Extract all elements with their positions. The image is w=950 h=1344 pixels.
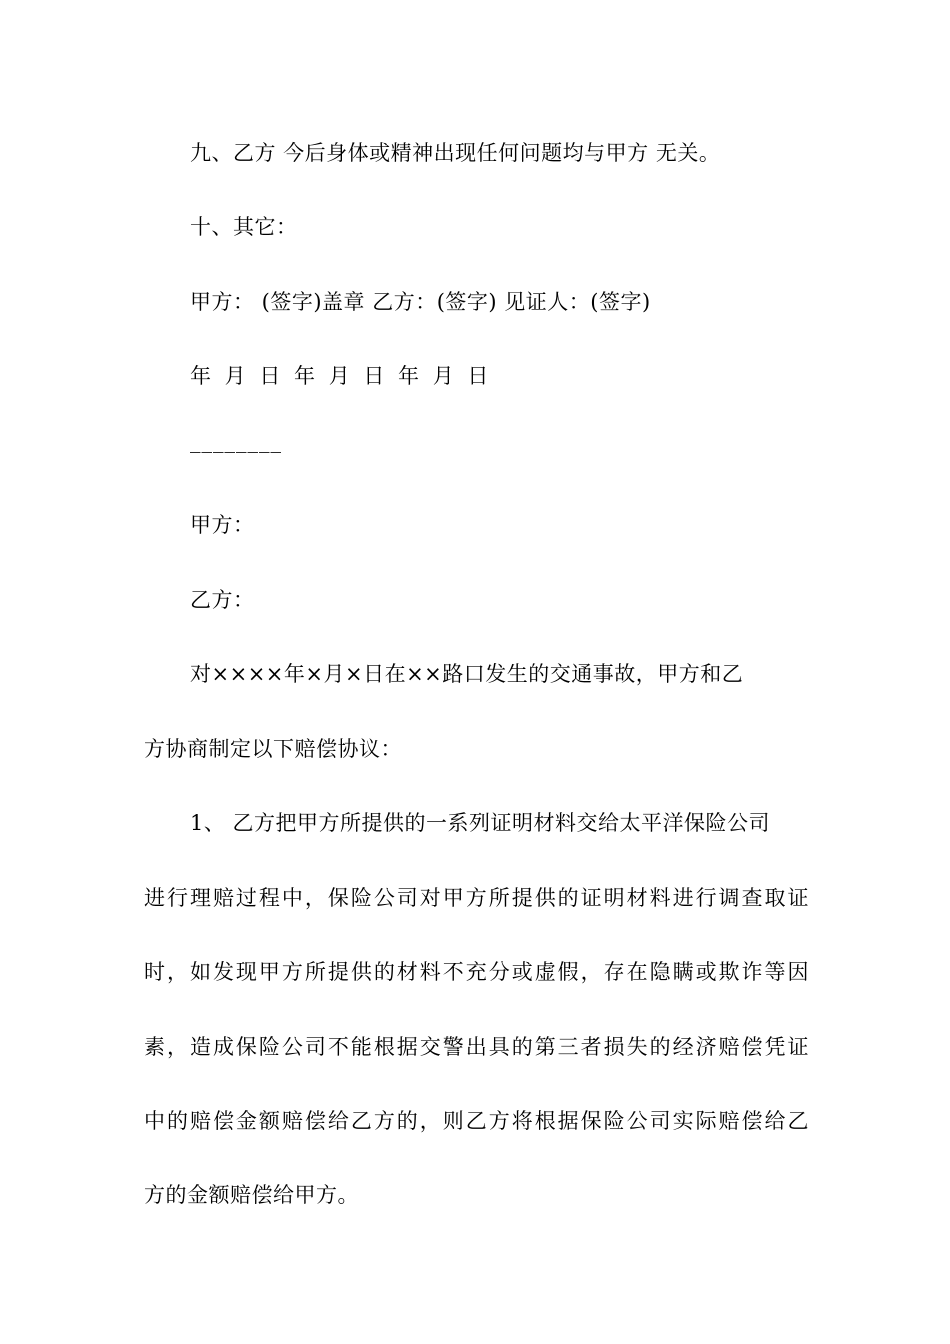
agreement-intro-line-2: 方协商制定以下赔偿协议： bbox=[144, 737, 402, 761]
item-1-line-5: 中的赔偿金额赔偿给乙方的，则乙方将根据保险公司实际赔偿给乙 bbox=[144, 1109, 809, 1133]
item-1-line-3: 时，如发现甲方所提供的材料不充分或虚假，存在隐瞒或欺诈等因 bbox=[144, 960, 809, 984]
party-b-label: 乙方： bbox=[190, 588, 255, 612]
clause-9-text: 九、乙方 今后身体或精神出现任何问题均与甲方 无关。 bbox=[190, 141, 721, 165]
party-a-label: 甲方： bbox=[190, 513, 255, 537]
date-line: 年 月 日 年 月 日 年 月 日 bbox=[190, 364, 489, 388]
item-1-line-1: 1、 乙方把甲方所提供的一系列证明材料交给太平洋保险公司 bbox=[190, 811, 771, 835]
separator-line: ________ bbox=[190, 429, 282, 453]
item-1-line-6: 方的金额赔偿给甲方。 bbox=[144, 1183, 359, 1207]
clause-10-text: 十、其它： bbox=[190, 215, 298, 239]
signature-line: 甲方： (签字)盖章 乙方：(签字) 见证人：(签字) bbox=[190, 290, 651, 314]
item-1-line-2: 进行理赔过程中，保险公司对甲方所提供的证明材料进行调查取证 bbox=[144, 886, 809, 910]
agreement-intro-line-1: 对××××年×月×日在××路口发生的交通事故，甲方和乙 bbox=[190, 662, 744, 686]
item-1-line-4: 素，造成保险公司不能根据交警出具的第三者损失的经济赔偿凭证 bbox=[144, 1035, 809, 1059]
